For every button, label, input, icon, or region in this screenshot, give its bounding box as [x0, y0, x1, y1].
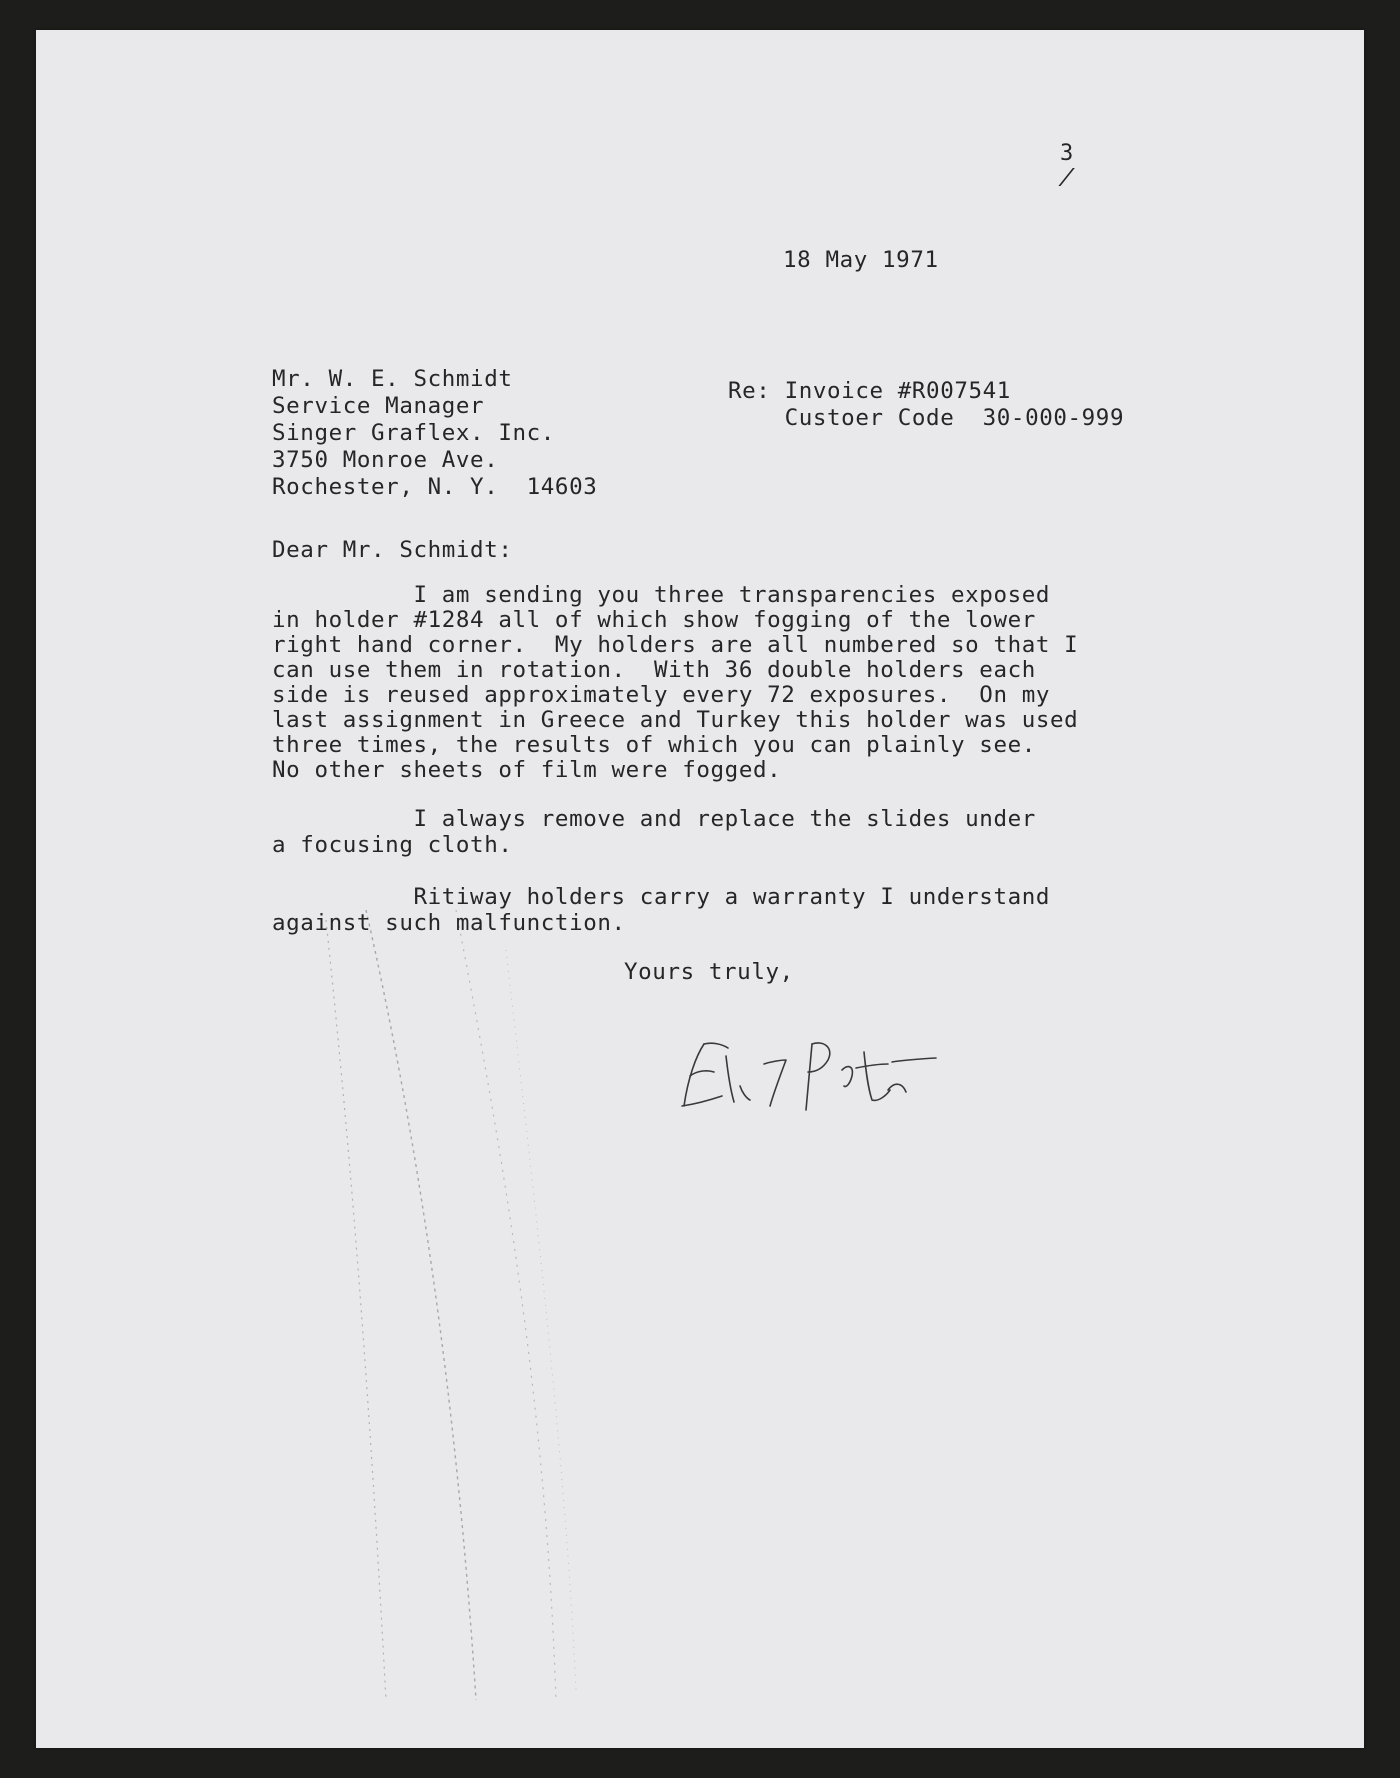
address-line: 3750 Monroe Ave.: [272, 447, 499, 473]
body-line: against such malfunction.: [272, 910, 626, 936]
page-number-mark: /: [1056, 165, 1078, 190]
body-line: can use them in rotation. With 36 double holders each: [272, 657, 1036, 683]
body-line: a focusing cloth.: [272, 832, 513, 858]
letter-date: 18 May 1971: [783, 247, 939, 273]
closing: Yours truly,: [624, 959, 794, 985]
body-line: I am sending you three transparencies exposed: [272, 582, 1051, 608]
address-line: Service Manager: [272, 393, 485, 419]
paper-stain: [306, 910, 626, 1710]
signature: [666, 1026, 956, 1126]
body-line: three times, the results of which you can plainly see.: [272, 732, 1036, 758]
letter-page: [36, 30, 1364, 1748]
address-line: Mr. W. E. Schmidt: [272, 366, 513, 392]
salutation: Dear Mr. Schmidt:: [272, 537, 513, 563]
address-line: Singer Graflex. Inc.: [272, 420, 555, 446]
customer-code: Custoer Code 30-000-999: [728, 405, 1125, 431]
body-line: right hand corner. My holders are all numbered so that I: [272, 632, 1079, 658]
body-line: in holder #1284 all of which show fogging of the lower: [272, 607, 1036, 633]
body-line: I always remove and replace the slides under: [272, 806, 1036, 832]
body-line: side is reused approximately every 72 exposures. On my: [272, 682, 1051, 708]
invoice-reference: Re: Invoice #R007541: [728, 378, 1011, 404]
page-number: [1056, 141, 1078, 190]
page-number-value: 3: [1060, 141, 1074, 166]
body-line: last assignment in Greece and Turkey this holder was used: [272, 707, 1079, 733]
body-line: No other sheets of film were fogged.: [272, 757, 782, 783]
body-line: Ritiway holders carry a warranty I understand: [272, 884, 1051, 910]
address-line: Rochester, N. Y. 14603: [272, 474, 598, 500]
